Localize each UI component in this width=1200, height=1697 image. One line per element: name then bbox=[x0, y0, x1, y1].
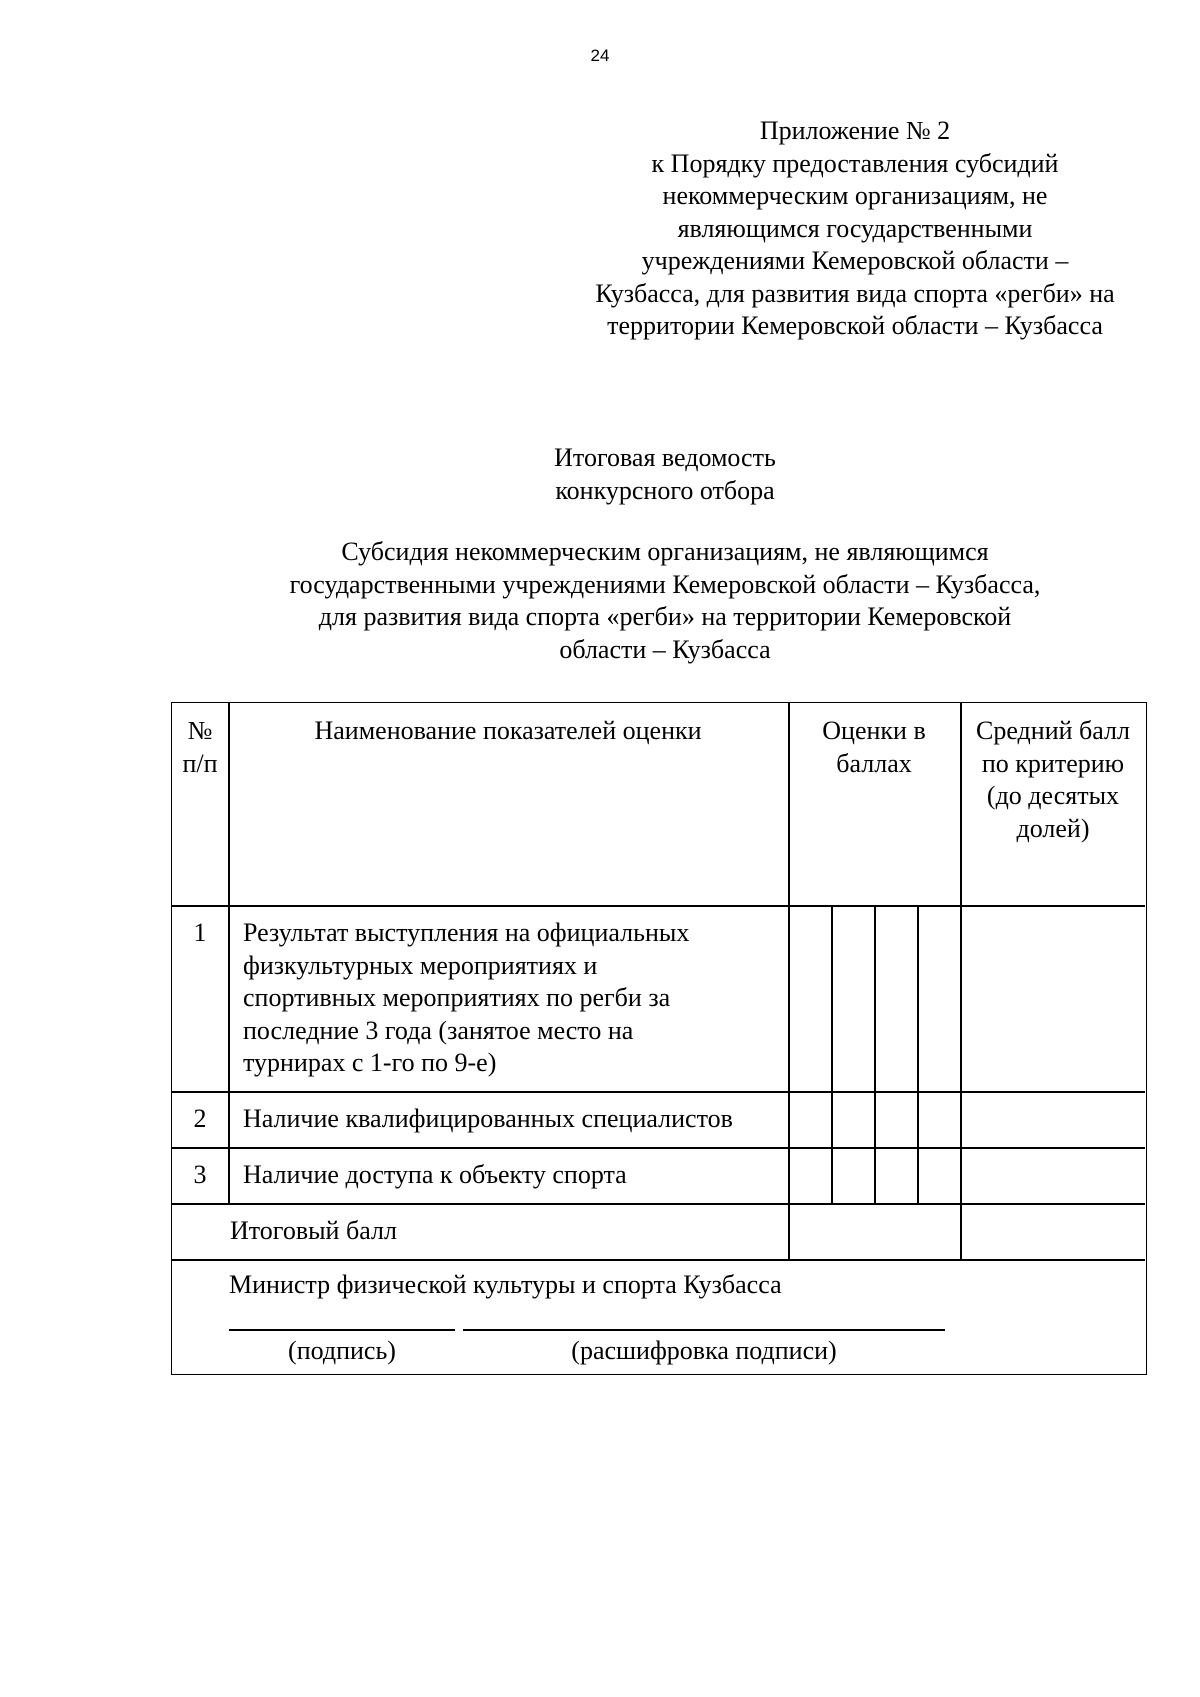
subtitle-line: для развития вида спорта «регби» на территории Кемеровской bbox=[318, 602, 1012, 631]
signature-decode-line bbox=[463, 1329, 945, 1331]
header-scores-line: Оценки в bbox=[822, 716, 926, 745]
document-title bbox=[0, 442, 1200, 507]
header-average-line: долей) bbox=[1016, 813, 1090, 843]
appendix-line: территории Кемеровской области – Кузбасса bbox=[607, 311, 1103, 340]
appendix-line: Кузбасса, для развития вида спорта «регби» на bbox=[595, 278, 1115, 308]
header-num bbox=[172, 715, 228, 780]
page-number: 24 bbox=[590, 46, 610, 65]
row-divider bbox=[172, 1091, 1145, 1093]
row-name-line: последние 3 года (занятое место на bbox=[243, 1015, 634, 1045]
signature-title: Министр физической культуры и спорта Кузбасса bbox=[229, 1270, 782, 1299]
score-subcol-divider bbox=[917, 905, 919, 1203]
row-name-line: спортивных мероприятиях по регби за bbox=[243, 983, 671, 1012]
row-name: Наличие квалифицированных специалистов bbox=[243, 1104, 733, 1133]
appendix-header bbox=[565, 115, 1145, 343]
subtitle-line: Субсидия некоммерческим организациям, не являющимся bbox=[341, 537, 989, 566]
row-name-line: Результат выступления на официальных bbox=[243, 918, 690, 947]
appendix-line: Приложение № 2 bbox=[759, 116, 951, 145]
row-name: Наличие доступа к объекту спорта bbox=[243, 1160, 627, 1189]
row-name-line: физкультурных мероприятиях и bbox=[243, 950, 598, 980]
col-divider bbox=[788, 703, 790, 1259]
title-line: конкурсного отбора bbox=[555, 475, 775, 505]
evaluation-table bbox=[171, 702, 1147, 1375]
appendix-line: являющимся государственными bbox=[677, 213, 1033, 243]
col-divider bbox=[228, 703, 230, 1203]
signature-line bbox=[229, 1329, 455, 1331]
total-label: Итоговый балл bbox=[230, 1216, 397, 1245]
header-num-line: № bbox=[187, 716, 213, 745]
score-subcol-divider bbox=[831, 905, 833, 1203]
row-divider bbox=[172, 1147, 1145, 1149]
header-average-line: (до десятых bbox=[986, 781, 1120, 810]
row-divider bbox=[172, 1259, 1145, 1261]
row-num: 3 bbox=[193, 1160, 207, 1189]
row-num: 2 bbox=[193, 1104, 207, 1133]
row-divider bbox=[172, 1203, 1145, 1205]
row-name bbox=[243, 917, 783, 1080]
header-scores bbox=[788, 715, 960, 780]
signature-decode-label: (расшифровка подписи) bbox=[571, 1336, 837, 1365]
row-divider bbox=[172, 905, 1145, 907]
appendix-line: некоммерческим организациям, не bbox=[662, 181, 1048, 210]
subsidy-description bbox=[0, 536, 1200, 666]
row-num: 1 bbox=[193, 918, 207, 947]
header-name: Наименование показателей оценки bbox=[314, 716, 702, 745]
header-average-line: по критерию bbox=[981, 748, 1125, 778]
row-name-line: турнирах с 1-го по 9-е) bbox=[243, 1048, 497, 1077]
header-scores-line: баллах bbox=[836, 748, 912, 778]
appendix-line: к Порядку предоставления субсидий bbox=[651, 148, 1059, 178]
header-num-line: п/п bbox=[182, 748, 218, 778]
signature-label: (подпись) bbox=[288, 1336, 396, 1365]
header-average bbox=[960, 715, 1146, 845]
title-line: Итоговая ведомость bbox=[554, 443, 776, 472]
subtitle-line: государственными учреждениями Кемеровской области – Кузбасса, bbox=[289, 569, 1041, 599]
score-subcol-divider bbox=[874, 905, 876, 1203]
subtitle-line: области – Кузбасса bbox=[559, 634, 771, 664]
header-average-line: Средний балл bbox=[976, 716, 1130, 745]
appendix-line: учреждениями Кемеровской области – bbox=[641, 246, 1069, 275]
